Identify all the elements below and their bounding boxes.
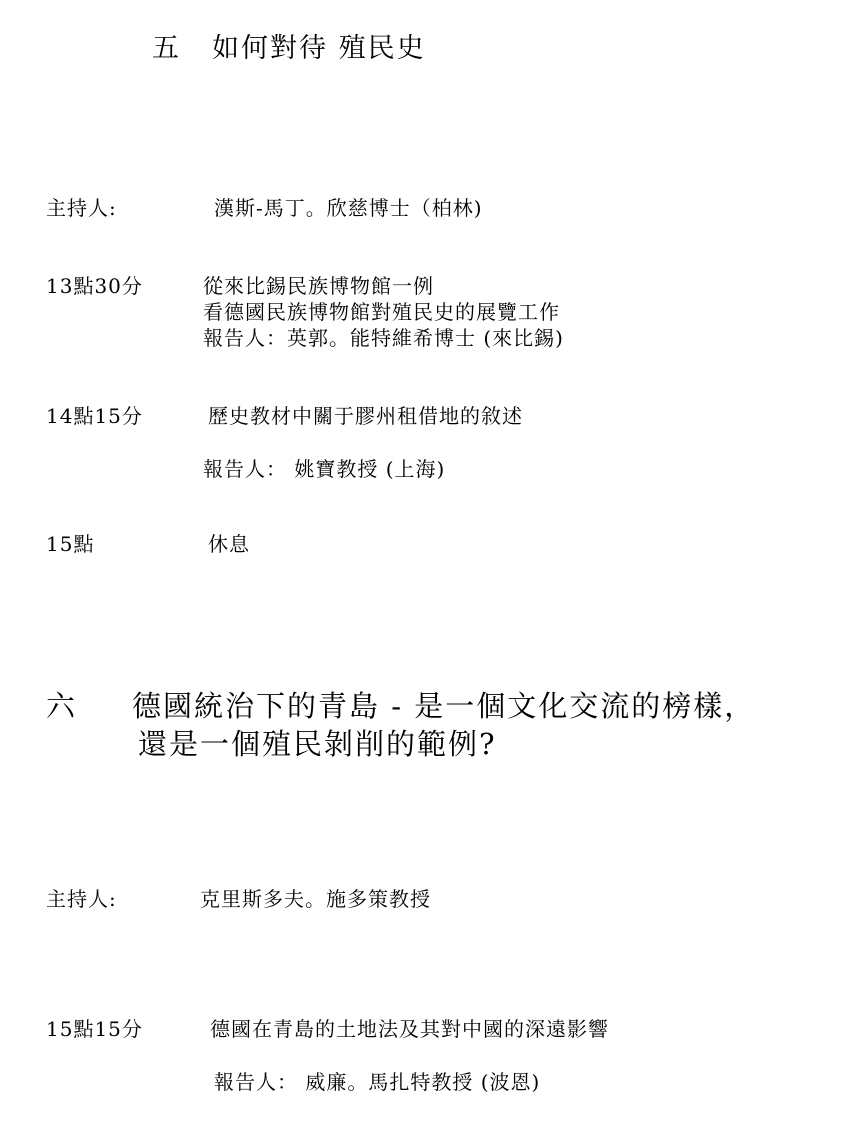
break-label: 休息 xyxy=(208,532,250,556)
talk-speaker-1330: 報告人：英郭。能特維希博士 (來比錫) xyxy=(203,326,564,350)
talk-speaker-1515: 報告人： 威廉。馬扎特教授 (波恩) xyxy=(214,1070,541,1094)
section-5-title: 如何對待 殖民史 xyxy=(212,33,426,64)
section-6-title-line-2: 還是一個殖民剝削的範例? xyxy=(138,727,497,761)
talk-speaker-1415: 報告人： 姚寶教授 (上海) xyxy=(203,457,446,481)
talk-title-1515: 德國在青島的土地法及其對中國的深遠影響 xyxy=(210,1017,609,1041)
section-5-moderator-label: 主持人: xyxy=(46,196,117,220)
section-5-number: 五 xyxy=(152,33,181,64)
talk-title-1415: 歷史教材中關于膠州租借地的敘述 xyxy=(208,404,523,428)
schedule-time-1500: 15點 xyxy=(46,532,95,556)
section-6-title-line-1: 德國統治下的青島 - 是一個文化交流的榜樣， xyxy=(132,689,756,723)
schedule-time-1330: 13點30分 xyxy=(46,274,143,298)
schedule-time-1515: 15點15分 xyxy=(46,1017,143,1041)
talk-title-line-2: 看德國民族博物館對殖民史的展覽工作 xyxy=(203,300,560,324)
section-6-moderator-name: 克里斯多夫。施多策教授 xyxy=(200,887,431,911)
section-6-number: 六 xyxy=(46,689,78,723)
schedule-time-1415: 14點15分 xyxy=(46,404,143,428)
section-5-moderator-name: 漢斯-馬丁。欣慈博士（柏林) xyxy=(214,196,483,220)
talk-title-line-1: 從來比錫民族博物館一例 xyxy=(203,274,434,298)
section-6-moderator-label: 主持人: xyxy=(46,887,117,911)
